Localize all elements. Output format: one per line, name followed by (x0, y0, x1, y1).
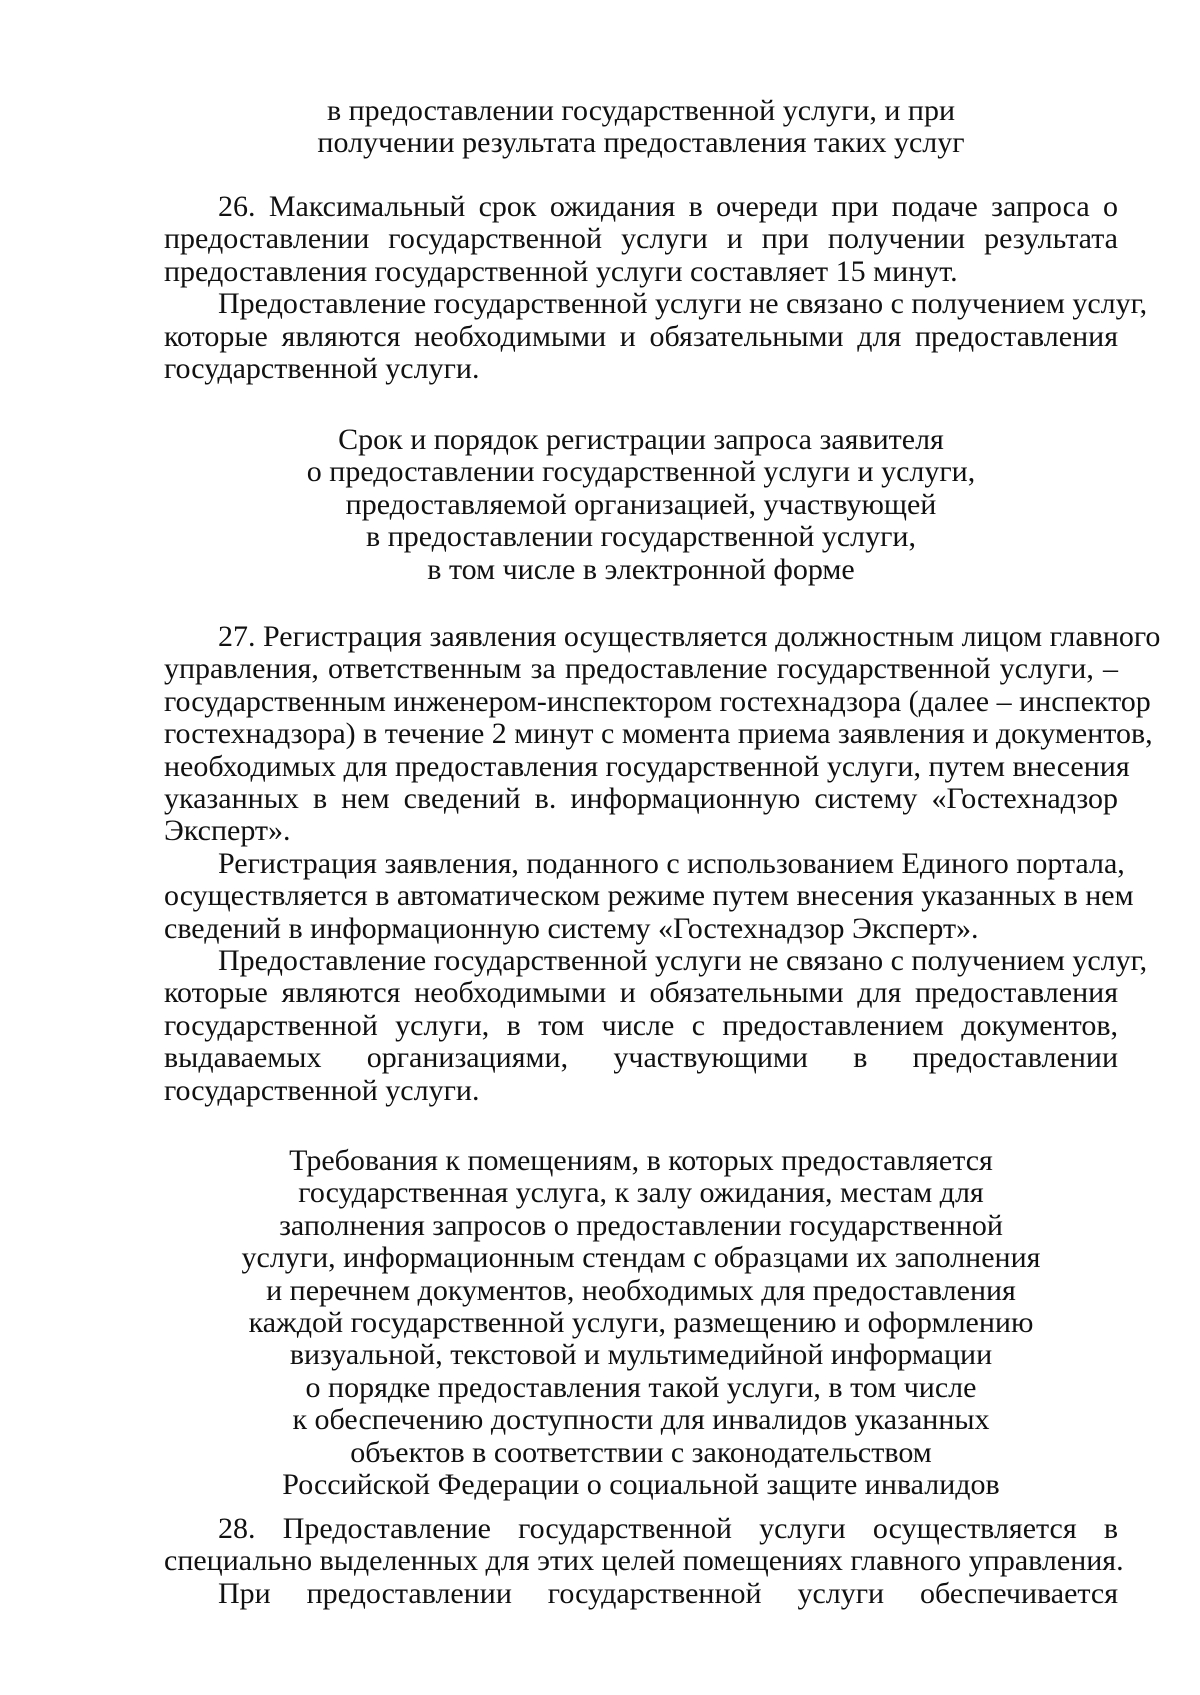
paragraph-27 (164, 620, 1161, 1107)
paragraph-line: 27. Регистрация заявления осуществляется должностным лицом главного (218, 620, 1161, 653)
heading-line: визуальной, текстовой и мультимедийной информации (289, 1338, 993, 1372)
heading-line: государственная услуга, к залу ожидания, местам для (298, 1176, 984, 1210)
heading-line: получении результата предоставления таких услуг (317, 126, 965, 160)
paragraph-line: осуществляется в автоматическом режиме путем внесения указанных в нем (164, 879, 1134, 913)
heading-line: Требования к помещениям, в которых предоставляется (289, 1144, 993, 1177)
heading-line: в предоставлении государственной услуги, (366, 520, 916, 554)
paragraph-line: указанных в нем сведений в. информационную систему «Гостехнадзор (164, 782, 1118, 816)
paragraph-line: При предоставлении государственной услуги обеспечивается (218, 1576, 1118, 1610)
heading-line: в предоставлении государственной услуги, и при (326, 94, 956, 127)
paragraph-line: государственной услуги. (164, 352, 480, 386)
heading-line: о порядке предоставления такой услуги, в том числе (305, 1370, 977, 1404)
section-heading-continuation (164, 95, 1118, 160)
section-heading-registration (164, 424, 1118, 586)
heading-line: к обеспечению доступности для инвалидов указанных (292, 1403, 990, 1437)
paragraph-line: выдаваемых организациями, участвующими в предоставлении (164, 1041, 1118, 1075)
heading-line: Срок и порядок регистрации запроса заявителя (338, 423, 944, 456)
paragraph-line: необходимых для предоставления государственной услуги, путем внесения (164, 749, 1130, 783)
paragraph-line: государственной услуги, в том числе с предоставлением документов, (164, 1008, 1118, 1042)
paragraph-line: 28. Предоставление государственной услуги осуществляется в (218, 1512, 1118, 1545)
section-heading-requirements (164, 1145, 1118, 1501)
paragraph-line: специально выделенных для этих целей помещениях главного управления. (164, 1544, 1124, 1578)
paragraph-line: которые являются необходимыми и обязательными для предоставления (164, 976, 1118, 1010)
heading-line: и перечнем документов, необходимых для предоставления (266, 1273, 1016, 1307)
paragraph-line: Регистрация заявления, поданного с использованием Единого портала, (218, 846, 1125, 880)
paragraph-line: сведений в информационную систему «Гостехнадзор Эксперт». (164, 911, 979, 945)
paragraph-line: предоставлении государственной услуги и при получении результата (164, 222, 1118, 256)
paragraph-line: предоставления государственной услуги составляет 15 минут. (164, 254, 958, 288)
paragraph-line: Предоставление государственной услуги не связано с получением услуг, (218, 287, 1148, 321)
paragraph-line: государственным инженером-инспектором гостехнадзора (далее – инспектор (164, 684, 1151, 718)
heading-line: предоставляемой организацией, участвующей (345, 487, 937, 521)
paragraph-line: 26. Максимальный срок ожидания в очереди при подаче запроса о (218, 190, 1118, 223)
paragraph-line: Предоставление государственной услуги не связано с получением услуг, (218, 944, 1148, 978)
paragraph-line: управления, ответственным за предоставление государственной услуги, – (164, 652, 1118, 686)
heading-line: в том числе в электронной форме (427, 552, 855, 586)
paragraph-26 (164, 190, 1148, 386)
heading-line: Российской Федерации о социальной защите инвалидов (282, 1468, 1000, 1502)
heading-line: объектов в соответствии с законодательством (350, 1435, 932, 1469)
heading-line: заполнения запросов о предоставлении государственной (279, 1208, 1003, 1242)
paragraph-line: Эксперт». (164, 814, 291, 848)
paragraph-line: гостехнадзора) в течение 2 минут с момента приема заявления и документов, (164, 717, 1153, 751)
heading-line: о предоставлении государственной услуги и услуги, (306, 455, 976, 489)
paragraph-line: которые являются необходимыми и обязательными для предоставления (164, 319, 1118, 353)
heading-line: услуги, информационным стендам с образцами их заполнения (241, 1241, 1041, 1275)
paragraph-28 (164, 1512, 1124, 1610)
heading-line: каждой государственной услуги, размещению и оформлению (248, 1306, 1034, 1340)
paragraph-line: государственной услуги. (164, 1073, 480, 1107)
